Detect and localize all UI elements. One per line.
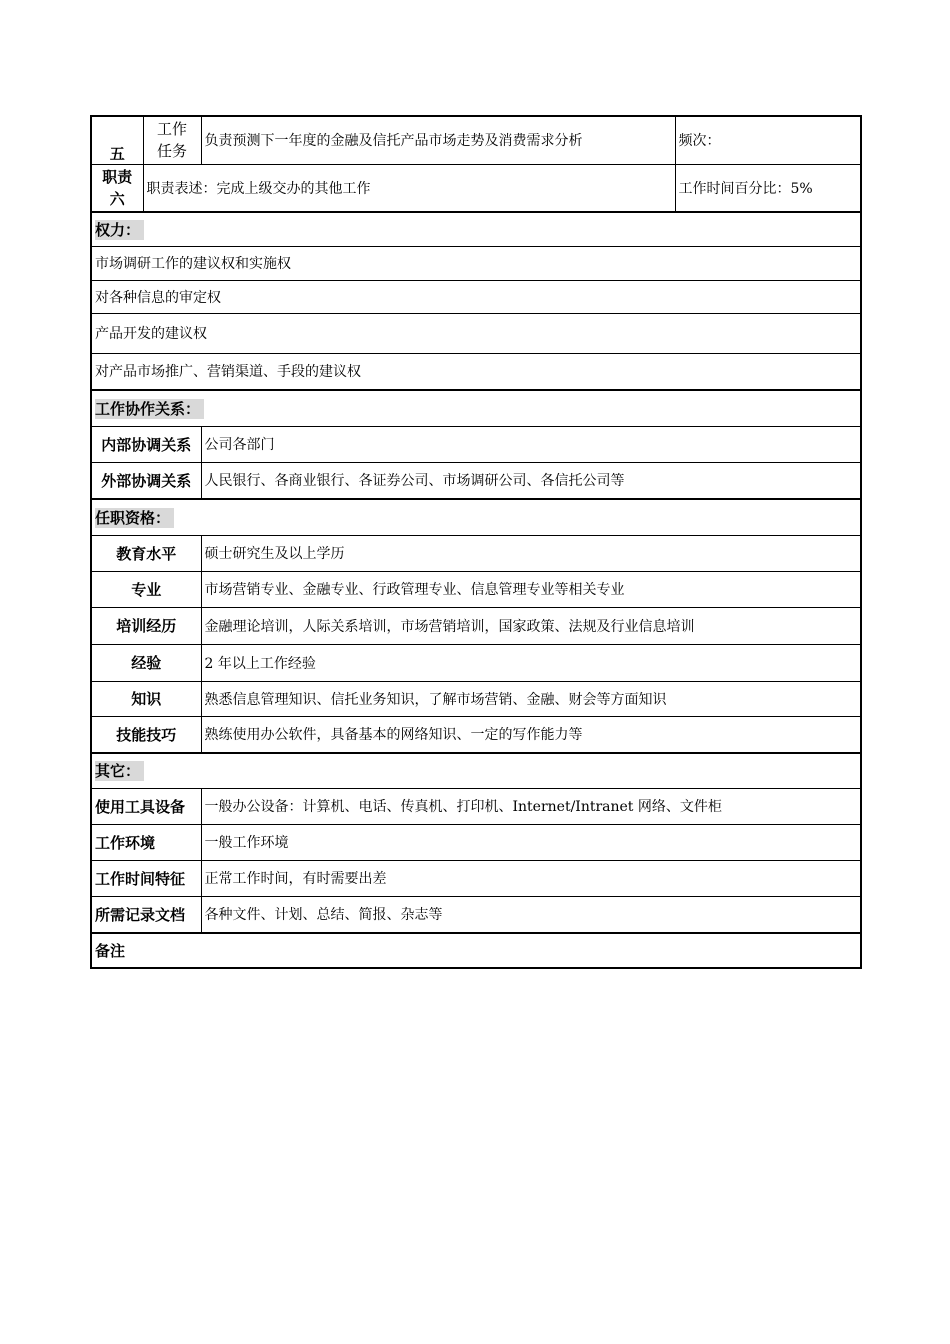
other-row: [91, 896, 861, 933]
qualification-value: 金融理论培训，人际关系培训，市场营销培训，国家政策、法规及行业信息培训: [201, 607, 861, 644]
qualification-label: 知识: [91, 681, 201, 716]
duty-six-percentage: 工作时间百分比：5%: [675, 164, 861, 212]
qualification-label: 技能技巧: [91, 716, 201, 753]
duty-task-text: 负责预测下一年度的金融及信托产品市场走势及消费需求分析: [201, 116, 675, 164]
other-label: 所需记录文档: [91, 896, 201, 933]
qualifications-section-title: [91, 499, 861, 535]
other-value: 一般办公设备：计算机、电话、传真机、打印机、Internet/Intranet 网络、文件柜: [201, 788, 861, 824]
power-item-text: 对各种信息的审定权: [91, 280, 861, 313]
qualification-row: [91, 716, 861, 753]
duty-six-label: [91, 164, 143, 212]
other-label: 工作时间特征: [91, 860, 201, 896]
qualification-label: 教育水平: [91, 535, 201, 571]
duty-six-row: [91, 164, 861, 212]
power-item: [91, 280, 861, 313]
duty-six-label-line2: 六: [109, 189, 125, 208]
other-value: 各种文件、计划、总结、简报、杂志等: [201, 896, 861, 933]
duty-label-line1: 工作: [156, 120, 187, 139]
qualification-label: 培训经历: [91, 607, 201, 644]
powers-header-row: [91, 212, 861, 246]
other-label: 工作环境: [91, 824, 201, 860]
qualification-value: 熟悉信息管理知识、信托业务知识，了解市场营销、金融、财会等方面知识: [201, 681, 861, 716]
relation-value: 人民银行、各商业银行、各证券公司、市场调研公司、各信托公司等: [201, 462, 861, 499]
remarks-row: [91, 933, 861, 968]
duty-five-row: [91, 116, 861, 164]
power-item: [91, 313, 861, 353]
relation-value: 公司各部门: [201, 426, 861, 462]
duty-number: 五: [91, 116, 143, 164]
power-item: [91, 246, 861, 280]
other-value: 正常工作时间，有时需要出差: [201, 860, 861, 896]
duty-frequency: 频次：: [675, 116, 861, 164]
remarks-label: 备注: [91, 933, 861, 968]
qualification-row: [91, 681, 861, 716]
duty-six-text: 职责表述：完成上级交办的其他工作: [143, 164, 675, 212]
power-item-text: 对产品市场推广、营销渠道、手段的建议权: [91, 353, 861, 390]
duty-six-label-line1: 职责: [102, 167, 133, 186]
other-title-text: 其它：: [95, 761, 144, 781]
qualification-label: 经验: [91, 644, 201, 681]
duty-label: [143, 116, 201, 164]
other-row: [91, 860, 861, 896]
relation-label: 外部协调关系: [91, 462, 201, 499]
other-label: 使用工具设备: [91, 788, 201, 824]
power-item-text: 市场调研工作的建议权和实施权: [91, 246, 861, 280]
relation-row: [91, 426, 861, 462]
other-row: [91, 788, 861, 824]
other-row: [91, 824, 861, 860]
qualification-row: [91, 644, 861, 681]
relations-title-text: 工作协作关系：: [95, 399, 204, 419]
qualification-row: [91, 571, 861, 607]
power-item-text: 产品开发的建议权: [91, 313, 861, 353]
powers-section-title: [91, 212, 861, 246]
qualification-row: [91, 535, 861, 571]
qualifications-title-text: 任职资格：: [95, 508, 174, 528]
powers-title-text: 权力：: [95, 220, 144, 240]
other-value: 一般工作环境: [201, 824, 861, 860]
qualification-row: [91, 607, 861, 644]
relation-label: 内部协调关系: [91, 426, 201, 462]
job-table: [90, 115, 862, 969]
relations-section-title: [91, 390, 861, 426]
qualification-value: 市场营销专业、金融专业、行政管理专业、信息管理专业等相关专业: [201, 571, 861, 607]
power-item: [91, 353, 861, 390]
duty-label-line2: 任务: [156, 142, 187, 161]
qualification-label: 专业: [91, 571, 201, 607]
qualification-value: 熟练使用办公软件，具备基本的网络知识、一定的写作能力等: [201, 716, 861, 753]
qualifications-header-row: [91, 499, 861, 535]
job-description-table: [90, 115, 860, 969]
relations-header-row: [91, 390, 861, 426]
other-header-row: [91, 753, 861, 788]
other-section-title: [91, 753, 861, 788]
qualification-value: 硕士研究生及以上学历: [201, 535, 861, 571]
qualification-value: 2 年以上工作经验: [201, 644, 861, 681]
relation-row: [91, 462, 861, 499]
